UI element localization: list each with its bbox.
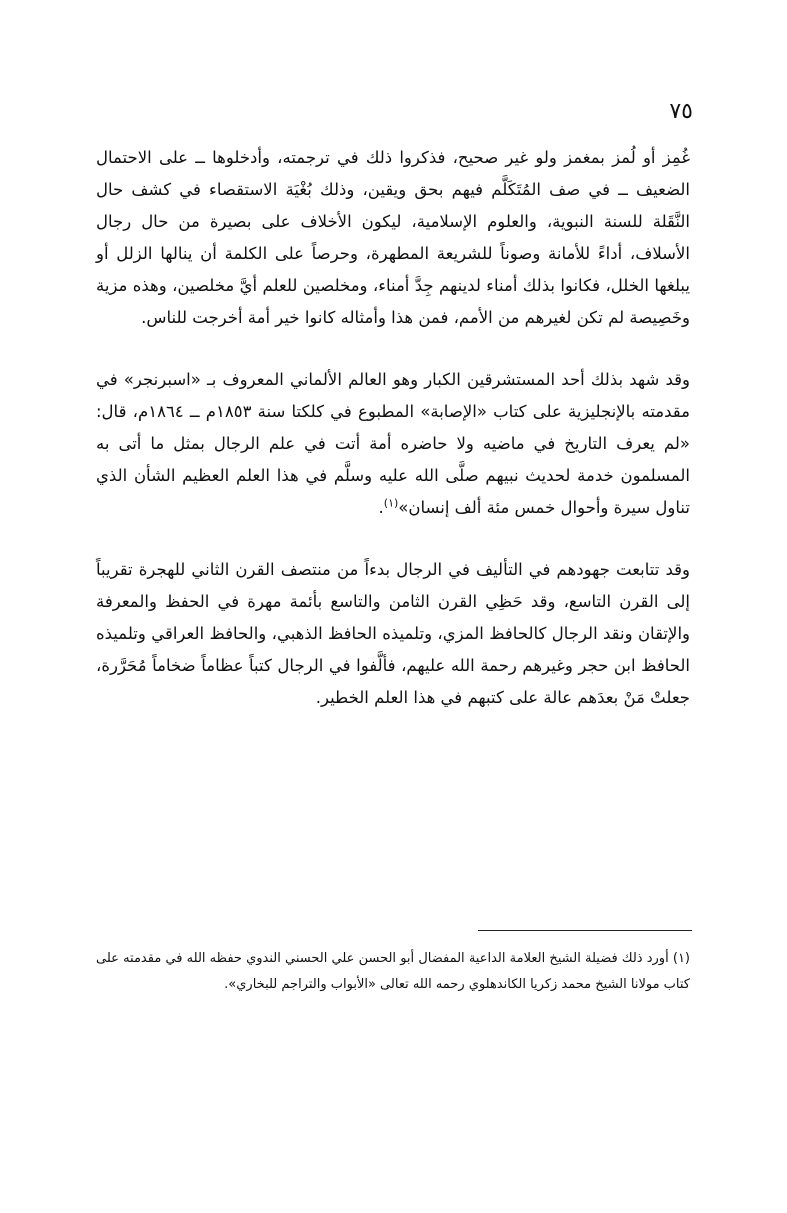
- paragraph-2-tail: .: [378, 498, 384, 517]
- page-number: ٧٥: [669, 99, 693, 124]
- main-text: [96, 142, 690, 714]
- footnote-divider: [478, 930, 692, 931]
- footnote: (١) أورد ذلك فضيلة الشيخ العلامة الداعية المفضال أبو الحسن علي الحسني الندوي حفظه الله في مقدمته على كتاب مولانا الشيخ محمد زكريا الكاندهلوي رحمه الله تعالى «الأبواب والتراجم للبخاري».: [96, 951, 690, 992]
- paragraph-3: وقد تتابعت جهودهم في التأليف في الرجال بدءاً من منتصف القرن الثاني للهجرة تقريباً إلى القرن التاسع، وقد حَظِي القرن الثامن والتاسع بأئمة مهرة في الحفظ والمعرفة والإتقان ونقد الرجال كالحافظ المزي، وتلميذه الحافظ الذهبي، والحافظ العراقي وتلميذه الحافظ ابن حجر وغيرهم رحمة الله عليهم، فألَّفوا في الرجال كتباً عظاماً ضخاماً مُحَرَّرة، جعلتْ مَنْ بعدَهم عالة على كتبهم في هذا العلم الخطير.: [96, 560, 690, 707]
- paragraph-2: [96, 364, 690, 524]
- paragraph-2-text: وقد شهد بذلك أحد المستشرقين الكبار وهو العالم الألماني المعروف بـ «اسبرنجر» في مقدمته بالإنجليزية على كتاب «الإصابة» المطبوع في كلكتا سنة ١٨٥٣م ــ ١٨٦٤م، قال: «لم يعرف التاريخ في ماضيه ولا حاضره أمة أتت في علم الرجال بمثل ما أتى به المسلمون خدمة لحديث نبيهم صلَّى الله عليه وسلَّم في هذا العلم العظيم الشأن الذي تناول سيرة وأحوال خمس مئة ألف إنسان»: [96, 370, 690, 517]
- paragraph-1: غُمِز أو لُمز بمغمز ولو غير صحيح، فذكروا ذلك في ترجمته، وأدخلوها ــ على الاحتمال الضعيف ــ في صف المُتَكَلَّم فيهم بحق ويقين، وذلك بُغْيَة الاستقصاء في كشف حال النَّقَلة للسنة النبوية، والعلوم الإسلامية، ليكون الأخلاف على بصيرة من حال رجال الأسلاف، أداءً للأمانة وصوناً للشريعة المطهرة، وحرصاً على الكلمة أن ينالها الزلل أو يبلغها الخلل، فكانوا بذلك أمناء لدينهم جِدَّ أمناء، ومخلصين للعلم أيَّ مخلصين، وهذه مزية وخَصِيصة لم تكن لغيرهم من الأمم، فمن هذا وأمثاله كانوا خير أمة أخرجت للناس.: [96, 148, 690, 327]
- footnote-reference[interactable]: (١): [383, 496, 399, 510]
